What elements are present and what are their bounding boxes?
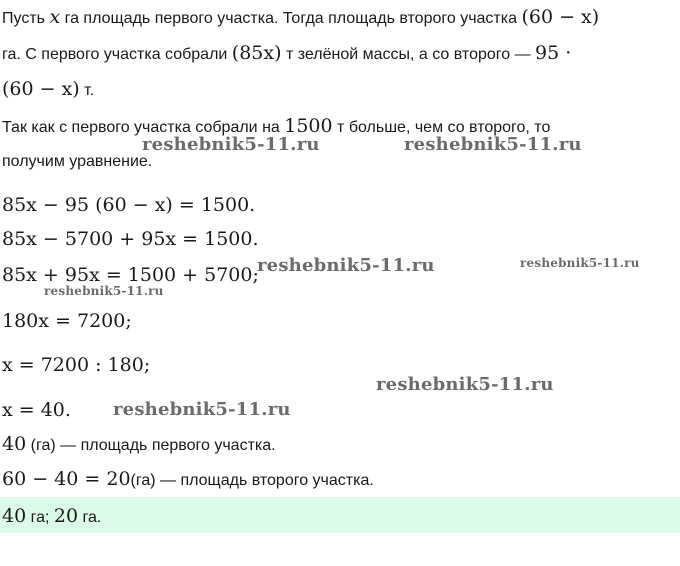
watermark: reshebnik5-11.ru <box>520 256 640 270</box>
watermark: reshebnik5-11.ru <box>44 284 164 298</box>
watermark: reshebnik5-11.ru <box>257 255 435 276</box>
math-var-x: x <box>49 6 61 28</box>
equation-5: x = 7200 : 180; <box>2 354 151 376</box>
equation-3: 85x + 95x = 1500 + 5700; <box>2 264 259 286</box>
watermark: reshebnik5-11.ru <box>376 374 554 395</box>
conclusion-1: 40 (га) — площадь первого участка. <box>2 433 276 455</box>
watermark: reshebnik5-11.ru <box>113 399 291 420</box>
text-line-4: Так как с первого участка собрали на 1500 т больше, чем со второго, то <box>2 115 551 137</box>
equation-2: 85x − 5700 + 95x = 1500. <box>2 228 259 250</box>
answer-num-2: 20 <box>53 505 79 527</box>
math-expr: (60 − x) <box>2 78 80 100</box>
answer-num-1: 40 <box>2 505 27 527</box>
text-line-2: га. С первого участка собрали (85x) т зелёной массы, а со второго — 95 · <box>2 42 572 64</box>
text-line-1: Пусть x га площадь первого участка. Тогда площадь второго участка (60 − x) <box>2 6 600 28</box>
answer-line: 40 га; 20 га. <box>2 505 102 527</box>
equation-4: 180x = 7200; <box>2 310 132 332</box>
text-line-5: получим уравнение. <box>2 153 153 170</box>
math-expr: 95 · <box>535 42 572 64</box>
equation-1: 85x − 95 (60 − x) = 1500. <box>2 194 256 216</box>
math-expr: 60 − 40 = 20 <box>2 468 131 490</box>
math-expr: (85x) <box>231 42 282 64</box>
math-number: 1500 <box>284 115 333 137</box>
math-expr: (60 − x) <box>521 6 600 28</box>
watermark: reshebnik5-11.ru <box>404 134 582 155</box>
math-number: 40 <box>2 433 27 455</box>
watermark: reshebnik5-11.ru <box>142 134 320 155</box>
text-line-3: (60 − x) т. <box>2 78 95 100</box>
answer-box <box>0 497 680 533</box>
equation-6: x = 40. <box>2 399 71 421</box>
conclusion-2: 60 − 40 = 20(га) — площадь второго участка. <box>2 468 374 490</box>
